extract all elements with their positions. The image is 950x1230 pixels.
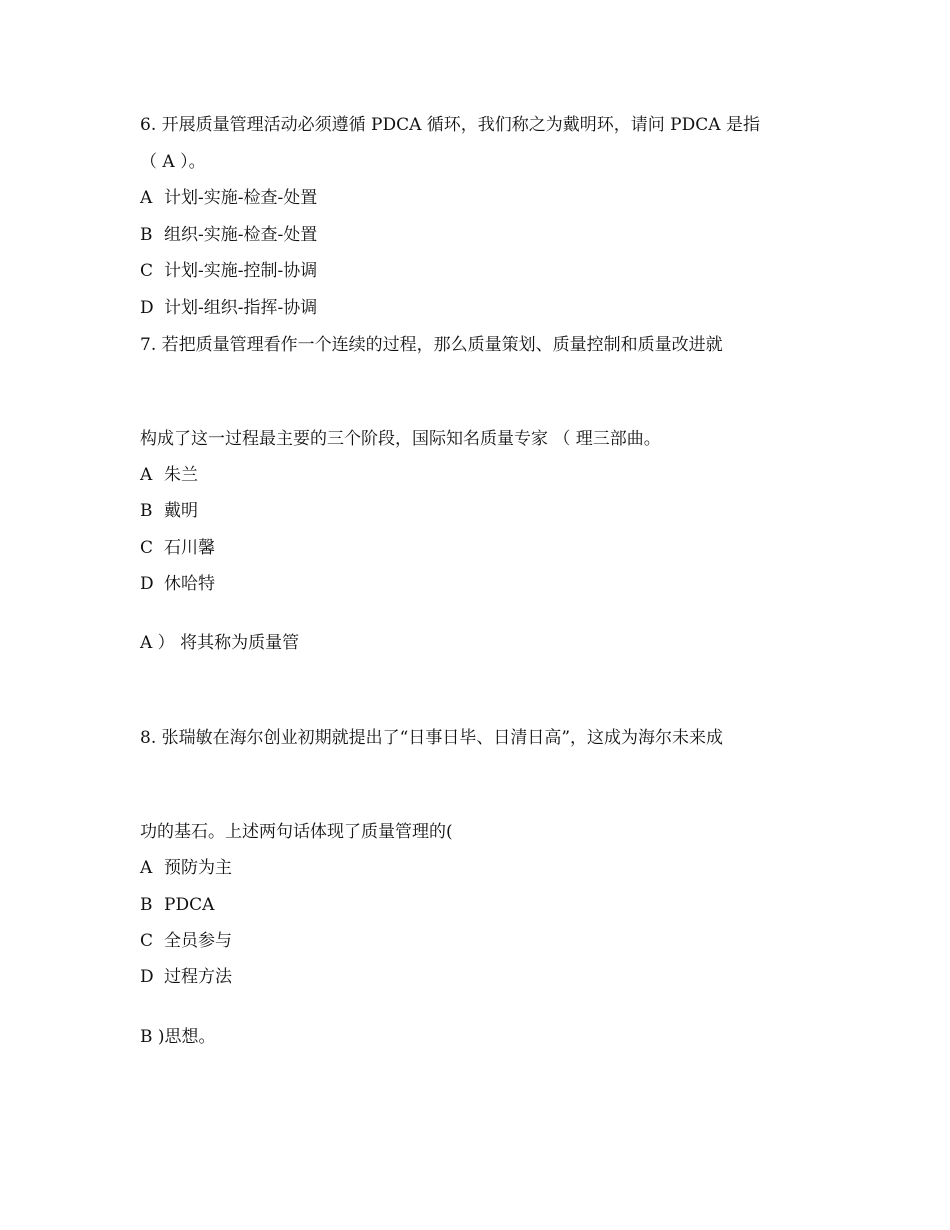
option-label: C (140, 931, 154, 951)
option-text: PDCA (164, 895, 215, 915)
option-text: 计划-实施-检查-处置 (164, 188, 318, 208)
q7-option-d (140, 573, 215, 595)
option-label: C (140, 538, 154, 558)
q7-option-a (140, 464, 198, 486)
option-text: 休哈特 (164, 574, 215, 594)
option-label: D (140, 574, 154, 594)
q8-option-d (140, 966, 232, 988)
option-text: 过程方法 (164, 967, 232, 987)
q6-option-d (140, 297, 317, 319)
option-text: 预防为主 (164, 858, 232, 878)
option-text: 戴明 (164, 501, 198, 521)
q8-option-b (140, 894, 214, 916)
option-label: A (140, 465, 153, 485)
option-label: B (140, 225, 153, 245)
q6-option-a (140, 187, 317, 209)
q6-stem-line1: 6. 开展质量管理活动必须遵循 PDCA 循环，我们称之为戴明环，请问 PDCA 是指 (140, 115, 760, 135)
option-label: D (140, 298, 154, 318)
q8-option-a (140, 857, 232, 879)
q6-option-c (140, 260, 317, 282)
q8-answer-line: B )思想。 (140, 1027, 216, 1047)
q8-stem-line1: 8. 张瑞敏在海尔创业初期就提出了“日事日毕、日清日高”，这成为海尔未来成 (140, 728, 724, 748)
option-text: 计划-实施-控制-协调 (164, 261, 318, 281)
option-text: 组织-实施-检查-处置 (164, 225, 318, 245)
option-label: A (140, 188, 153, 208)
q6-option-b (140, 224, 317, 246)
option-label: B (140, 895, 153, 915)
q7-answer-line: A ） 将其称为质量管 (140, 633, 300, 653)
option-label: D (140, 967, 154, 987)
option-text: 全员参与 (164, 931, 232, 951)
option-label: A (140, 858, 153, 878)
option-text: 计划-组织-指挥-协调 (164, 298, 318, 318)
option-label: B (140, 501, 153, 521)
q6-stem-line2: （ A ）。 (140, 152, 206, 172)
q7-option-b (140, 500, 198, 522)
q7-option-c (140, 537, 215, 559)
q7-stem-line2: 构成了这一过程最主要的三个阶段，国际知名质量专家 （ 理三部曲。 (140, 429, 661, 449)
q7-stem-line1: 7. 若把质量管理看作一个连续的过程，那么质量策划、质量控制和质量改进就 (140, 335, 723, 355)
option-text: 朱兰 (164, 465, 198, 485)
q8-option-c (140, 930, 232, 952)
q8-stem-line2: 功的基石。上述两句话体现了质量管理的( (140, 822, 453, 842)
option-text: 石川馨 (164, 538, 215, 558)
option-label: C (140, 261, 154, 281)
